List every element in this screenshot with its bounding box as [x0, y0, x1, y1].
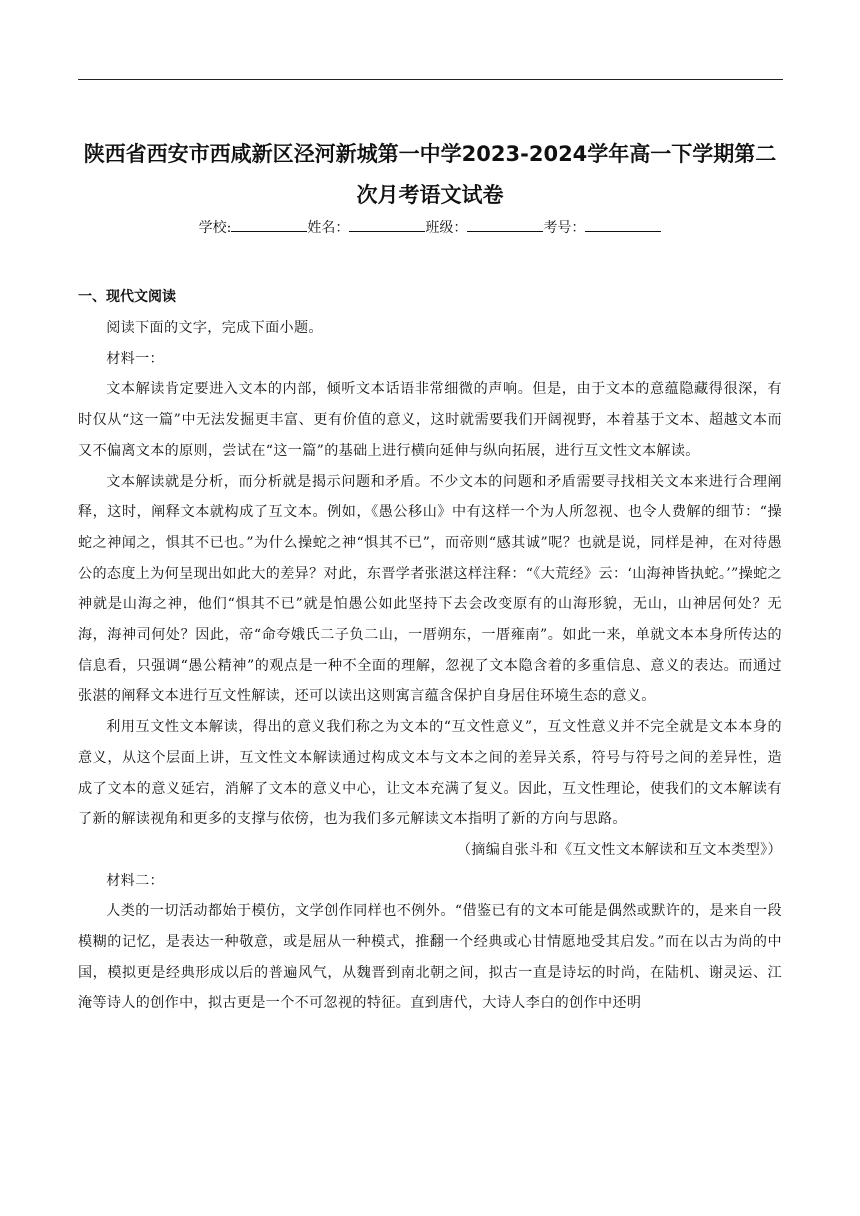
- body-paragraph: 人类的一切活动都始于模仿，文学创作同样也不例外。“借鉴已有的文本可能是偶然或默许的，是来自一段模糊的记忆，是表达一种敬意，或是屈从一种模式，推翻一个经典或心甘情愿地受其启发。”而在以古为尚的中国，模拟更是经典形成以后的普遍风气，从魏晋到南北朝之间，拟古一直是诗坛的时尚，在陆机、谢灵运、江淹等诗人的创作中，拟古更是一个不可忽视的特征。直到唐代，大诗人李白的创作中还明: [78, 903, 782, 1012]
- reading-passage: [78, 313, 782, 1019]
- instruction-paragraph: 阅读下面的文字，完成下面小题。: [106, 320, 323, 336]
- student-info-line: [0, 218, 860, 238]
- class-field: [425, 220, 543, 236]
- name-blank: [349, 219, 425, 232]
- exam-title: [70, 134, 790, 216]
- school-field: [199, 220, 308, 236]
- school-label: 学校:: [198, 220, 232, 236]
- class-label: 班级：: [425, 220, 468, 236]
- exam-title-line-1: 陕西省西安市西咸新区泾河新城第一中学2023-2024学年高一下学期第二: [83, 142, 777, 166]
- body-paragraph: 文本解读肯定要进入文本的内部，倾听文本话语非常细微的声响。但是，由于文本的意蕴隐藏得很深，有时仅从“这一篇”中无法发掘更丰富、更有价值的意义，这时就需要我们开阔视野，本着基于文本、超越文本而又不偏离文本的原则，尝试在“这一篇”的基础上进行横向延伸与纵向拓展，进行互文性文本解读。: [78, 381, 782, 459]
- exam-no-label: 考号：: [543, 220, 586, 236]
- name-label: 姓名：: [307, 220, 350, 236]
- source-citation: （摘编自张斗和《互文性文本解读和互文本类型》）: [456, 841, 782, 858]
- exam-title-line-2: 次月考语文试卷: [356, 183, 504, 207]
- header-rule: [78, 79, 783, 80]
- class-blank: [467, 219, 543, 232]
- name-field: [307, 220, 425, 236]
- exam-no-field: [543, 220, 661, 236]
- body-paragraph: 利用互文性文本解读，得出的意义我们称之为文本的“互文性意义”，互文性意义并不完全就是文本本身的意义，从这个层面上讲，互文性文本解读通过构成文本与文本之间的差异关系，符号与符号之间的差异性，造成了文本的意义延宕，消解了文本的意义中心，让文本充满了复义。因此，互文性理论，使我们的文本解读有了新的解读视角和更多的支撑与依傍，也为我们多元解读文本指明了新的方向与思路。: [78, 719, 782, 828]
- material-one-label: 材料一：: [106, 350, 164, 367]
- body-paragraph: 文本解读就是分析，而分析就是揭示问题和矛盾。不少文本的问题和矛盾需要寻找相关文本来进行合理阐释，这时，阐释文本就构成了互文本。例如，《愚公移山》中有这样一个为人所忽视、也令人费解的细节：“操蛇之神闻之，惧其不已也。”为什么操蛇之神“惧其不已”，而帝则“感其诚”呢？也就是说，同样是神，在对待愚公的态度上为何呈现出如此大的差异？对此，东晋学者张湛这样注释：“《大荒经》云：‘山海神皆执蛇。’”操蛇之神就是山海之神，他们“惧其不已”就是怕愚公如此坚持下去会改变原有的山海形貌，无山，山神居何处？无海，海神司何处？因此，帝“命夸娥氏二子负二山，一厝朔东，一厝雍南”。如此一来，单就文本本身所传达的信息看，只强调“愚公精神”的观点是一种不全面的理解，忽视了文本隐含着的多重信息、意义的表达。而通过张湛的阐释文本进行互文性解读，还可以读出这则寓言蕴含保护自身居住环境生态的意义。: [78, 473, 782, 705]
- material-two-label: 材料二：: [106, 872, 164, 889]
- school-blank: [231, 219, 307, 232]
- section-heading: 一、现代文阅读: [78, 289, 176, 305]
- exam-no-blank: [585, 219, 661, 232]
